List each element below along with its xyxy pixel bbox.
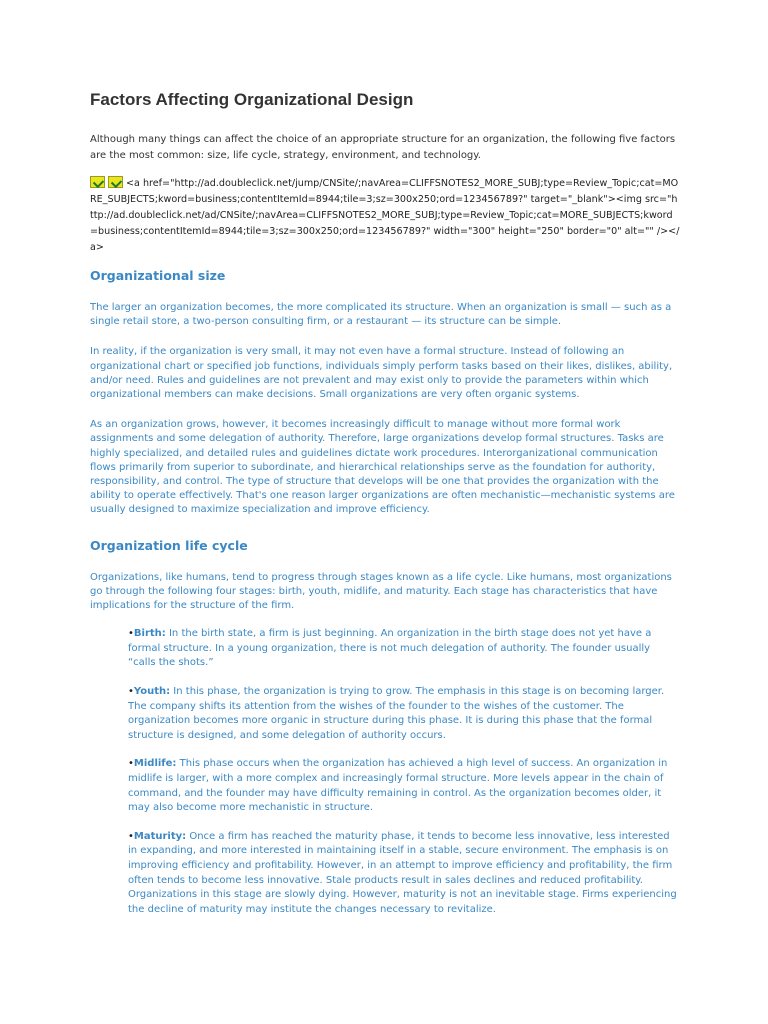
bullet-icon: • [128, 830, 134, 842]
stage-term: Birth: [133, 628, 166, 640]
list-item [128, 830, 680, 918]
size-paragraph: As an organization grows, however, it becomes increasingly difficult to manage without more formal work assignments and some delegation of authority. Therefore, large organizations develop formal structures. Tasks are highly specialized, and detailed rules and guidelines dictate work procedures. Interorganizational communication flows primarily from superior to subordinate, and hierarchical relationships serve as the foundation for authority, responsibility, and control. The type of structure that develops will be one that provides the organization with the ability to operate effectively. That's one reason larger organizations are often mechanistic—mechanistic systems are usually designed to maximize specialization and improve efficiency. [90, 419, 675, 516]
broken-image-icon [108, 176, 123, 188]
stage-text: This phase occurs when the organization has achieved a high level of success. An organization in midlife is larger, with a more complex and increasingly formal structure. More levels appear in the chain of command, and the founder may have difficulty remaining in control. As the organization becomes older, it may also become more mechanistic in structure. [128, 758, 668, 814]
stage-term: Youth: [133, 686, 171, 698]
stage-text: Once a firm has reached the maturity phase, it tends to become less innovative, less interested in expanding, and more interested in maintaining itself in a stable, secure environment. The emphasis is on improving efficiency and profitability. However, in an attempt to improve efficiency and profitability, the firm often tends to become less innovative. Stale products result in sales declines and reduced profitability. Organizations in this stage are slowly dying. However, maturity is not an inevitable stage. Firms experiencing the decline of maturity may institute the changes necessary to revitalize. [128, 830, 677, 915]
stage-text: In this phase, the organization is trying to grow. The emphasis in this stage is on becoming larger. The company shifts its attention from the wishes of the founder to the wishes of the customer. The organization becomes more organic in structure during this phase. It is during this phase that the formal structure is designed, and some delegation of authority occurs. [128, 686, 665, 741]
bullet-icon: • [128, 758, 134, 770]
lifecycle-stage-list [90, 627, 680, 917]
section-heading-lifecycle: Organization life cycle [90, 537, 248, 553]
broken-image-icon [90, 176, 105, 188]
list-item [128, 685, 680, 743]
lifecycle-intro: Organizations, like humans, tend to progress through stages known as a life cycle. Like humans, most organizations go through the following four stages: birth, youth, midlife, and maturity. Each stage has characteristics that have implications for the structure of the firm. [90, 571, 672, 612]
bullet-icon: • [128, 628, 134, 640]
ad-code-text: <a href="http://ad.doubleclick.net/jump/CNSite/;navArea=CLIFFSNOTES2_MORE_SUBJ;type=Review_Topic;cat=MORE_SUBJECTS;kword=business;contentItemId=8944;tile=3;sz=300x250;ord=123456789?" target="_blank"><img src="http://ad.doubleclick.net/ad/CNSite/;navArea=CLIFFSNOTES2_MORE_SUBJ;type=Review_Topic;cat=MORE_SUBJECTS;kword=business;contentItemId=8944;tile=3;sz=300x250;ord=123456789?" width="300" height="250" border="0" alt="" /></a> [90, 178, 680, 253]
bullet-icon: • [128, 686, 134, 698]
stage-text: In the birth state, a firm is just beginning. An organization in the birth stage does not yet have a formal structure. In a young organization, there is not much delegation of authority. The founder usually “calls the shots.” [128, 628, 652, 669]
list-item [128, 757, 680, 815]
ad-code-block [90, 176, 680, 256]
stage-term: Maturity: [133, 830, 187, 842]
page-title: Factors Affecting Organizational Design [90, 90, 414, 109]
list-item [128, 627, 680, 671]
stage-term: Midlife: [133, 758, 177, 770]
size-paragraph: In reality, if the organization is very small, it may not even have a formal structure. Instead of following an organizational chart or specified job functions, individuals simply perform tasks based on their likes, dislikes, ability, and/or need. Rules and guidelines are not prevalent and may exist only to provide the parameters within which organizational members can make decisions. Small organizations are very often organic systems. [90, 346, 673, 401]
section-heading-size: Organizational size [90, 268, 226, 283]
intro-paragraph: Although many things can affect the choice of an appropriate structure for an organization, the following five factors are the most common: size, life cycle, strategy, environment, and technology. [90, 134, 676, 161]
size-paragraph: The larger an organization becomes, the more complicated its structure. When an organization is small — such as a single retail store, a two-person consulting firm, or a restaurant — its structure can be simple. [90, 302, 672, 328]
